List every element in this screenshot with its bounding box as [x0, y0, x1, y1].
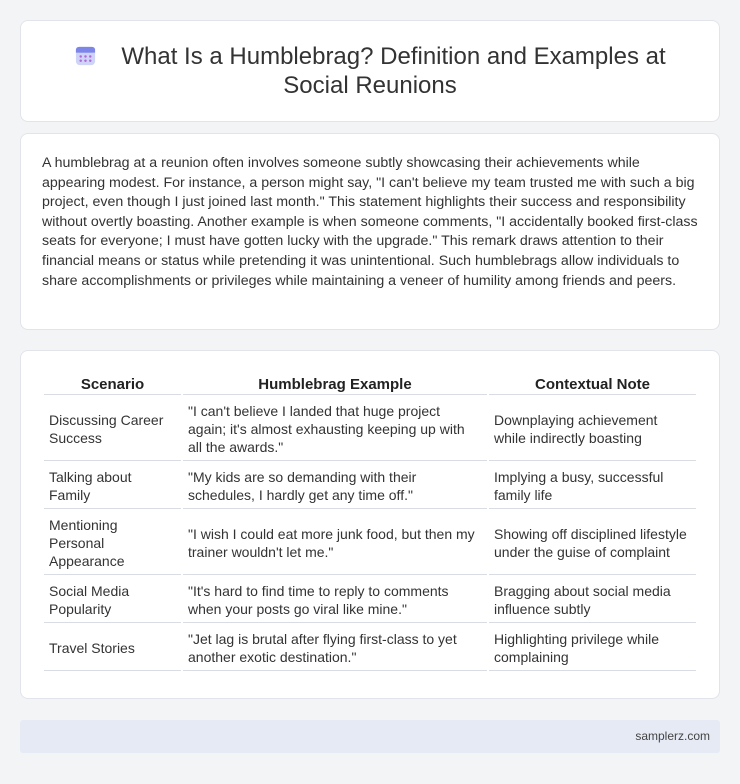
example-cell: "Jet lag is brutal after flying first-class to yet another exotic destination."	[183, 625, 487, 671]
example-cell: "My kids are so demanding with their schedules, I hardly get any time off."	[183, 463, 487, 509]
scenario-cell: Mentioning Personal Appearance	[44, 511, 181, 575]
table-row	[44, 397, 696, 461]
page-title-wrap	[71, 42, 669, 100]
note-cell: Implying a busy, successful family life	[489, 463, 696, 509]
column-header-note: Contextual Note	[489, 373, 696, 395]
example-cell: "I can't believe I landed that huge project again; it's almost exhausting keeping up with all the awards."	[183, 397, 487, 461]
table-row	[44, 463, 696, 509]
scenario-cell: Talking about Family	[44, 463, 181, 509]
intro-card	[20, 133, 720, 330]
example-cell: "I wish I could eat more junk food, but then my trainer wouldn't let me."	[183, 511, 487, 575]
table-row	[44, 577, 696, 623]
intro-paragraph: A humblebrag at a reunion often involves someone subtly showcasing their achievements while appearing modest. For instance, a person might say, "I can't believe my team trusted me with such a big project, even though I just joined last month." This statement highlights their success and responsibility without overtly boasting. Another example is when someone comments, "I accidentally booked first-class seats for everyone; I must have gotten lucky with the upgrade." This remark draws attention to their financial means or status while pretending it was unintentional. Such humblebrags allow individuals to share accomplishments or privileges while maintaining a veneer of humility among friends and peers.	[42, 155, 698, 289]
table-row	[44, 511, 696, 575]
note-cell: Bragging about social media influence subtly	[489, 577, 696, 623]
page-title: What Is a Humblebrag? Definition and Examples at Social Reunions	[121, 43, 666, 99]
title-card	[20, 20, 720, 122]
column-header-scenario: Scenario	[44, 373, 181, 395]
scenario-cell: Social Media Popularity	[44, 577, 181, 623]
footer-site-link[interactable]: samplerz.com	[635, 729, 710, 743]
note-cell: Highlighting privilege while complaining	[489, 625, 696, 671]
scenario-cell: Discussing Career Success	[44, 397, 181, 461]
example-cell: "It's hard to find time to reply to comments when your posts go viral like mine."	[183, 577, 487, 623]
scenario-cell: Travel Stories	[44, 625, 181, 671]
table-row	[44, 625, 696, 671]
column-header-example: Humblebrag Example	[183, 373, 487, 395]
humblebrag-table	[42, 371, 698, 673]
table-card	[20, 350, 720, 699]
calendar-icon	[74, 44, 97, 67]
table-header-row	[44, 373, 696, 395]
footer-bar	[20, 720, 720, 753]
note-cell: Showing off disciplined lifestyle under the guise of complaint	[489, 511, 696, 575]
note-cell: Downplaying achievement while indirectly boasting	[489, 397, 696, 461]
